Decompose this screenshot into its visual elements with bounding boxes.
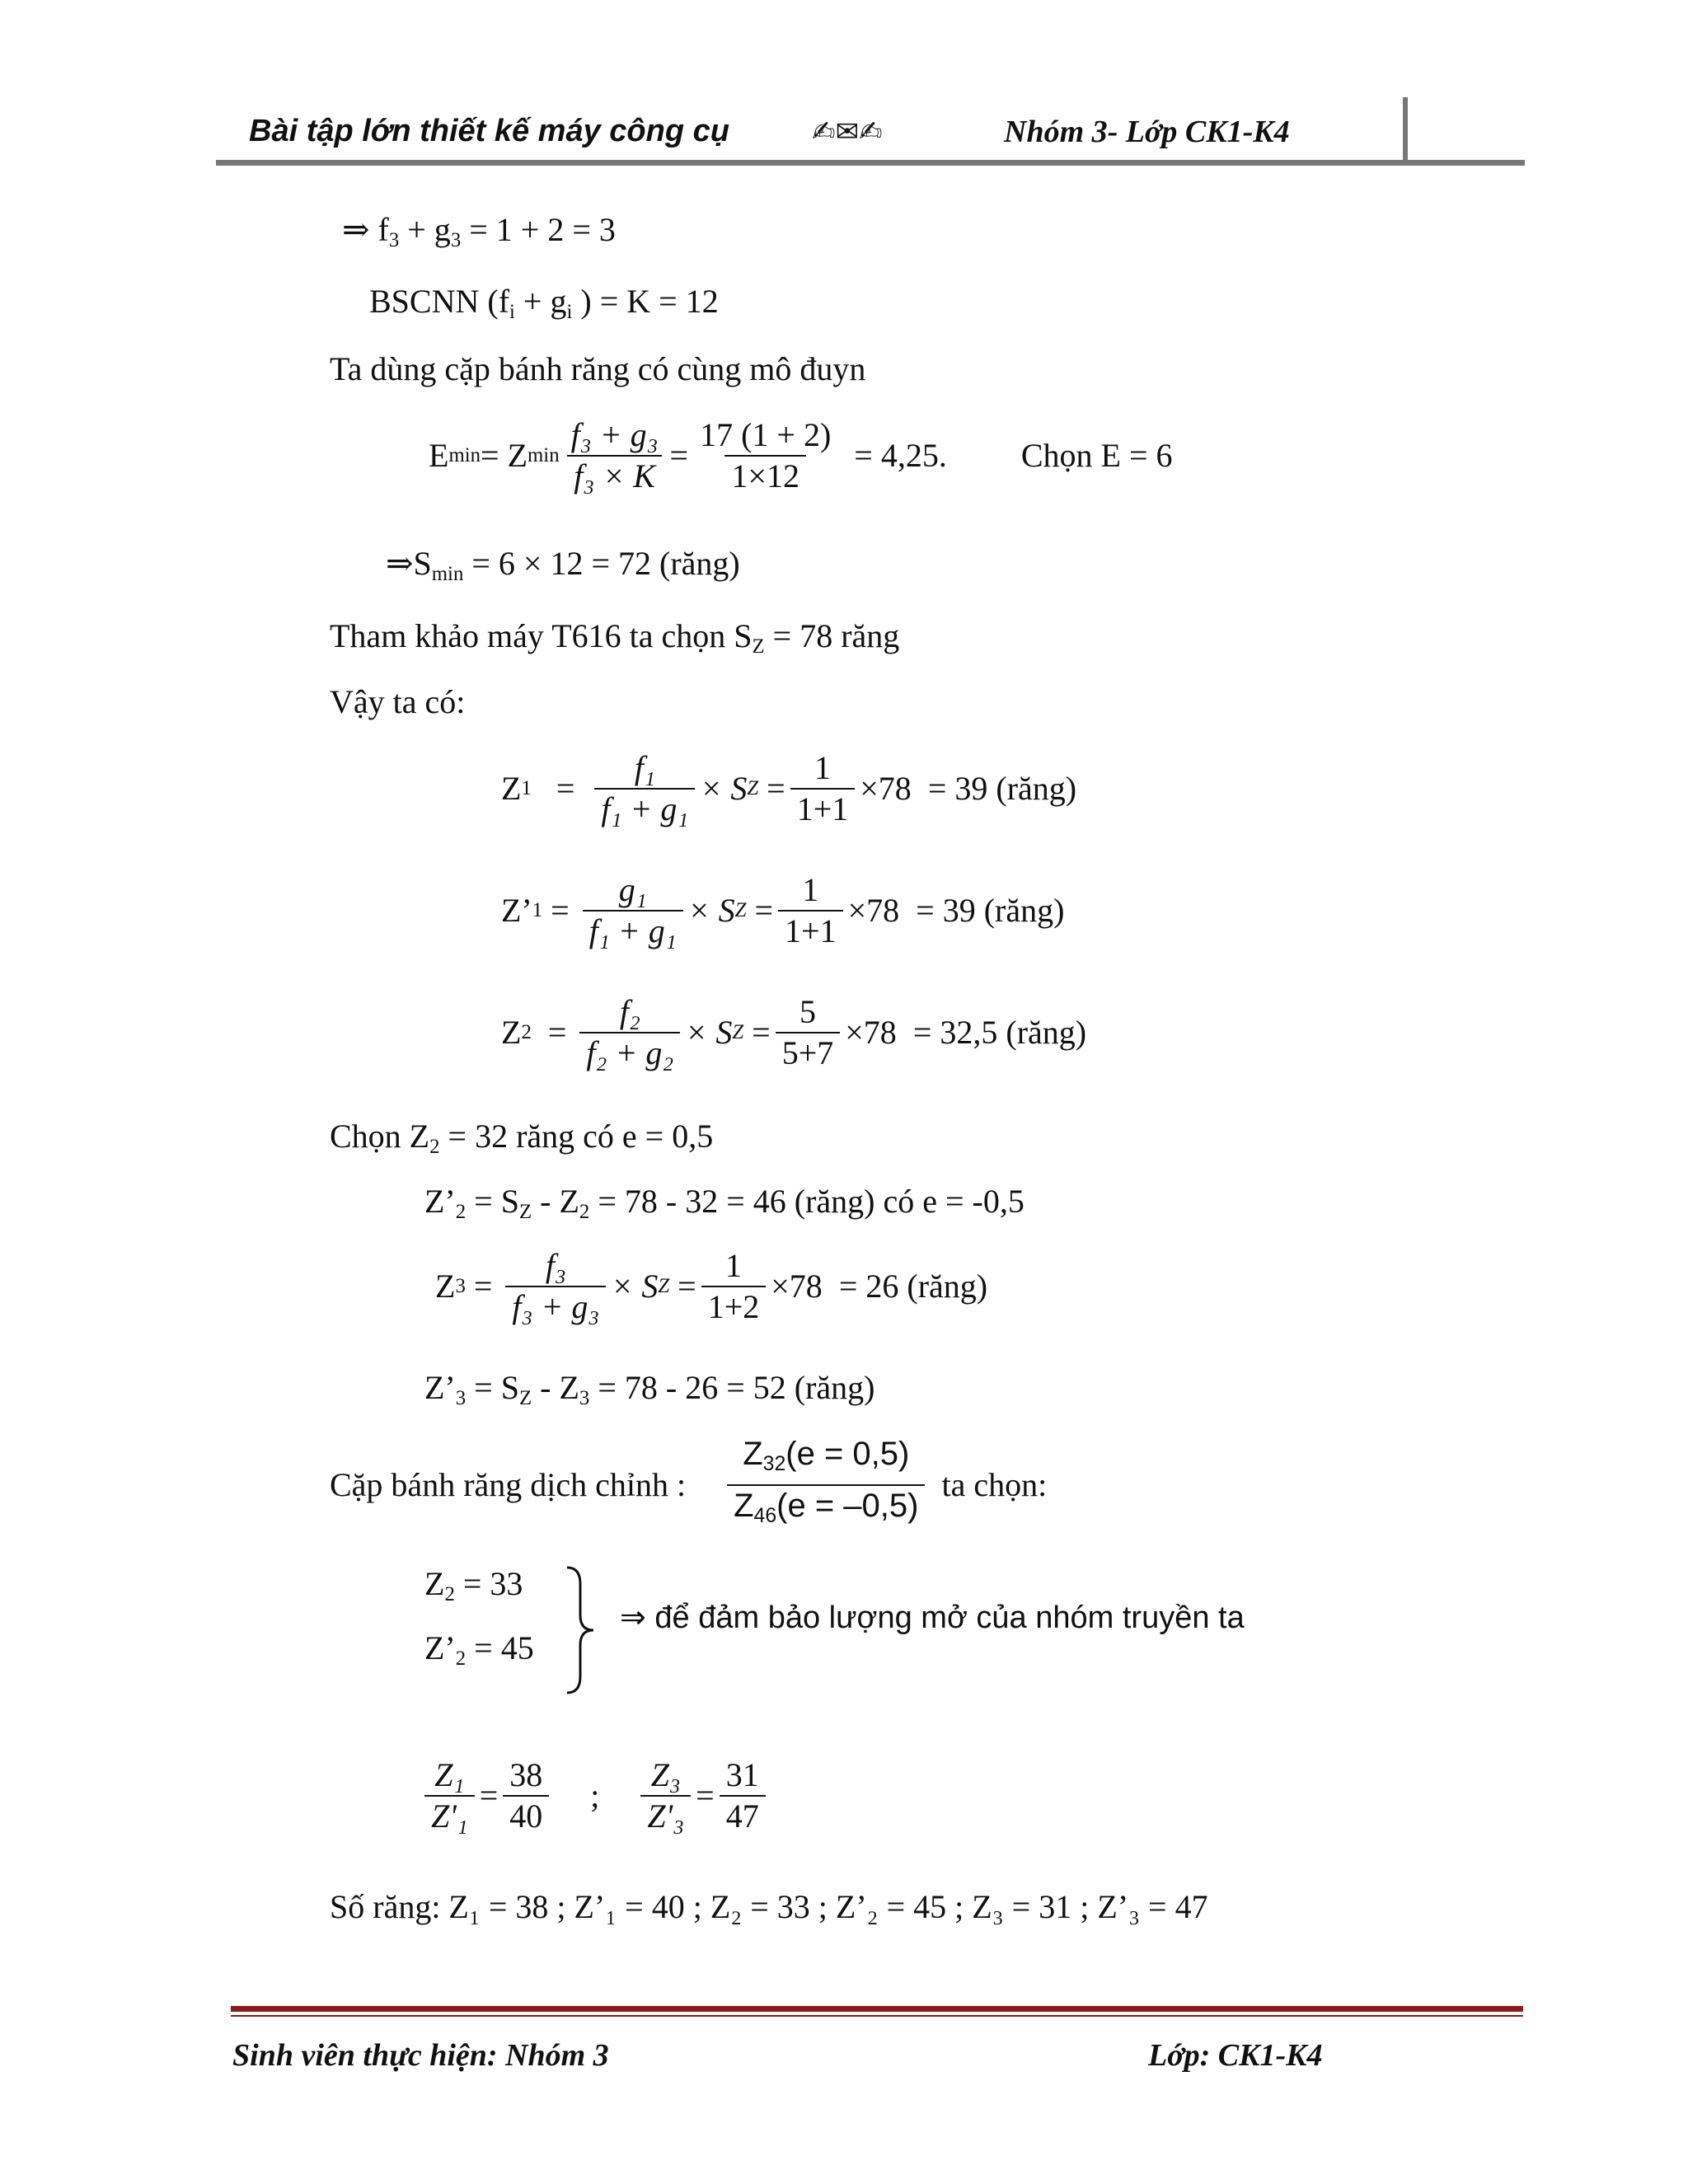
footer-right: Lớp: CK1-K4 (1148, 2038, 1323, 2073)
line-bscnn: BSCNN ($f_i + g_i$ ) = K = 12 (369, 283, 719, 323)
line-chon-z2: Chọn $Z_2 = 32$ răng có e = 0,5 (330, 1118, 714, 1158)
formula-z3: Z 3 = $\frac{\text{f₃}}{\text{f₃ + g₃}}$ × S Z = $\frac{1}{1+2}$ ×78 = 26 (răng) (435, 1247, 988, 1325)
ratio-block: $\frac{\text{Z₁}}{\text{Z'₁}}$ = $\frac{38}{40}$ ; $\frac{\text{Z₃}}{\text{Z'₃}}$ = $\frac{31}{47}$ (424, 1755, 771, 1836)
formula-z1: Z 1 = $\frac{\text{f₁}}{\text{f₁ + g₁}}$ × S Z = $\frac{1}{1+1}$ ×78 = 39 (răng) (501, 749, 1077, 827)
header-group: Nhóm 3- Lớp CK1-K4 (1004, 115, 1290, 149)
brace-z2: $Z_2 = 33$ (424, 1565, 523, 1605)
header-vertical-rule (1403, 97, 1408, 162)
footer-left: Sinh viên thực hiện: Nhóm 3 (232, 2038, 609, 2073)
emin-formula: E min = Z min $\frac{\text{f₃ + g₃}}{\text{f₃ × K}}$ = $\frac{17 (1 + 2)}{1\times 12}$ = 4,25. Chọn E = 6 (429, 416, 1173, 494)
line-f3-g3: ⇒ $f_3 + g_3 = 1 + 2 = 3$ (342, 211, 616, 251)
line-z2-prime: $Z’_2 = S_Z - Z_2 = 78 - 32 = 46$ (răng) có e = -0,5 (424, 1183, 1025, 1223)
formula-z1-prime: Z’ 1 = $\frac{\text{g₁}}{\text{f₁ + g₁}}$ × S Z = $\frac{1}{1+1}$ ×78 = 39 (răng) (501, 871, 1065, 949)
line-module: Ta dùng cặp bánh răng có cùng mô đuyn (330, 350, 866, 387)
header-ornament: ✍✉✍ (812, 115, 883, 148)
header-rule (216, 160, 1525, 166)
line-smin: $\Rightarrow S_{min} = 6 \times 12 = 72$ (răng) (386, 545, 740, 585)
formula-z2: Z 2 = $\frac{\text{f₂}}{\text{f₂ + g₂}}$ × S Z = $\frac{5}{5+7}$ ×78 = 32,5 (răng) (501, 993, 1087, 1071)
header-title: Bài tập lớn thiết kế máy công cụ (249, 114, 729, 148)
line-tham-khao: Tham khảo máy T616 ta chọn $S_Z = 78$ răng (330, 617, 900, 658)
line-dich-chinh: Cặp bánh răng dịch chỉnh : $\frac{Z_{32}(e = 0,5)}{Z_{46}(e = -0,5)}$ ta chọn: (330, 1434, 1047, 1536)
right-brace-icon (564, 1564, 597, 1696)
footer-rule (231, 2006, 1523, 2012)
line-vay-ta-co: Vậy ta có: (330, 683, 466, 720)
brace-z2-prime: $Z’_2 = 45$ (424, 1629, 534, 1670)
footer-rule-thin (231, 2015, 1523, 2017)
line-z3-prime: $Z’_3 = S_Z - Z_3 = 78 - 26 = 52$ (răng) (424, 1369, 875, 1409)
brace-note: ⇒ để đảm bảo lượng mở của nhóm truyền ta (620, 1601, 1245, 1635)
line-so-rang: Số răng: Z₁ = 38 ; Z’₁ = 40 ; Z₂ = 33 ; Z’₂ = 45 ; Z₃ = 31 ; Z’₃ = 47 (330, 1888, 1208, 1925)
